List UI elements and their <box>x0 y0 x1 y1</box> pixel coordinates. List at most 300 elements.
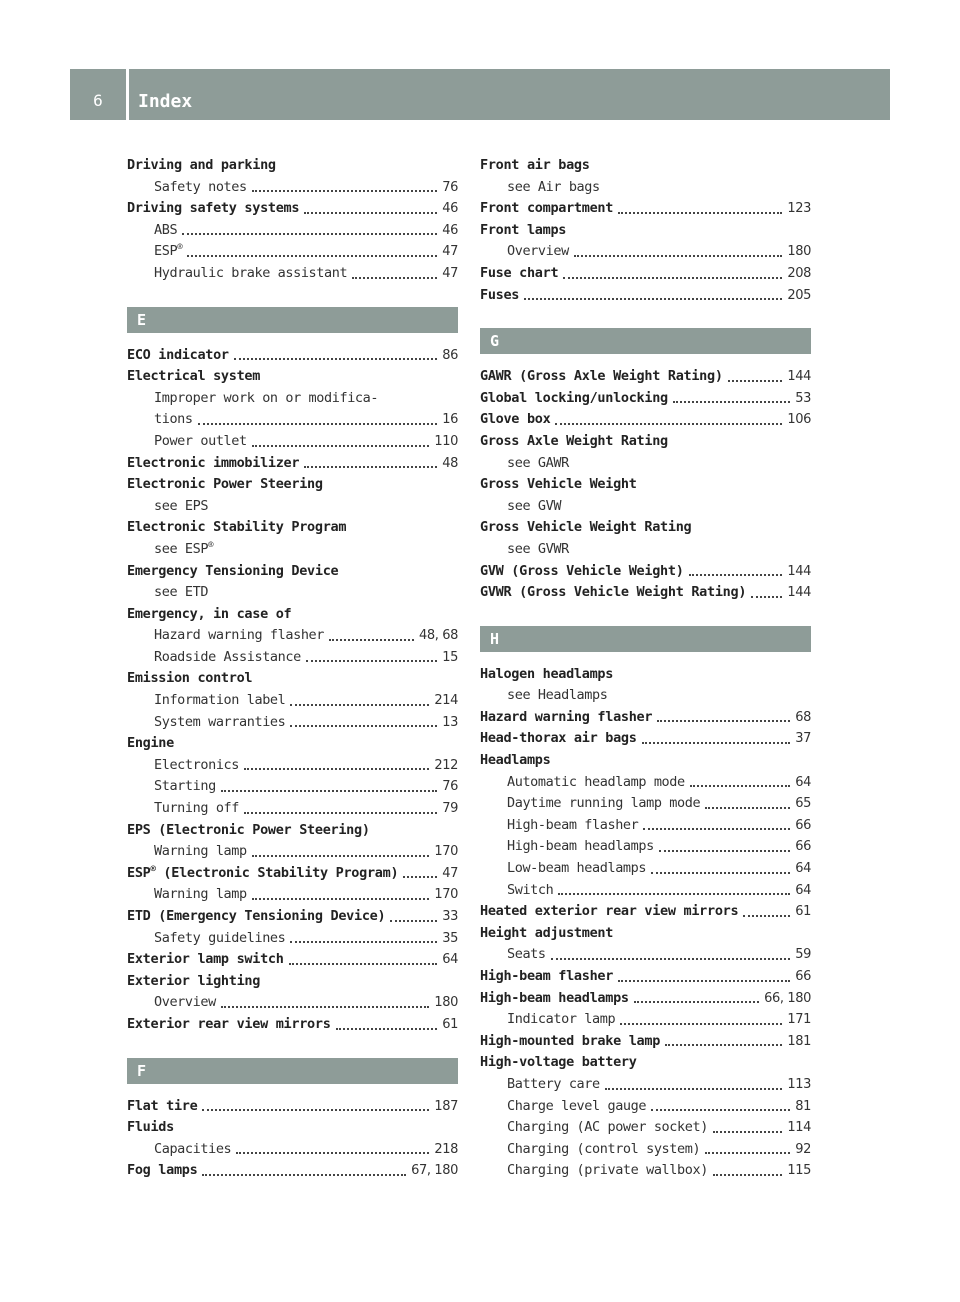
entry-text: see GVWR <box>507 540 569 557</box>
entry-text: Fog lamps <box>127 1162 198 1179</box>
entry-label <box>154 388 378 410</box>
page-reference[interactable]: 66 <box>795 817 811 833</box>
dot-leader <box>728 380 783 382</box>
page-title: Index <box>138 91 193 112</box>
page-reference[interactable]: 113 <box>787 1076 811 1092</box>
page-reference[interactable]: 115 <box>787 1163 811 1179</box>
entry-label <box>507 241 569 263</box>
index-subentry[interactable] <box>127 263 458 285</box>
index-entry[interactable] <box>480 155 811 177</box>
page-reference[interactable]: 76 <box>442 179 458 195</box>
page-reference[interactable]: 61 <box>442 1016 458 1032</box>
entry-text: GAWR (Gross Axle Weight Rating) <box>480 368 723 385</box>
index-entry[interactable] <box>480 1031 811 1053</box>
dot-leader <box>289 963 438 965</box>
entry-text: Fluids <box>127 1119 174 1136</box>
entry-label <box>127 198 299 220</box>
page-reference[interactable]: 123 <box>787 201 811 217</box>
page-number-box <box>70 69 129 120</box>
page-reference[interactable]: 171 <box>787 1012 811 1028</box>
entry-label <box>154 177 247 199</box>
index-subentry[interactable] <box>127 690 458 712</box>
entry-label <box>154 690 285 712</box>
page-reference[interactable]: 65 <box>795 796 811 812</box>
entry-text: Charging (private wallbox) <box>507 1162 708 1179</box>
page-reference[interactable]: 68 <box>795 709 811 725</box>
dot-leader <box>713 1131 782 1133</box>
page-reference[interactable]: 48, 68 <box>419 628 458 644</box>
page-reference[interactable]: 47 <box>442 265 458 281</box>
entry-label <box>127 733 174 755</box>
index-entry[interactable] <box>127 517 458 539</box>
entry-label <box>127 345 229 367</box>
index-subentry[interactable] <box>127 776 458 798</box>
page-reference[interactable]: 33 <box>442 909 458 924</box>
dot-leader <box>304 466 437 468</box>
index-subentry[interactable] <box>480 1074 811 1096</box>
entry-label <box>127 604 291 626</box>
entry-label <box>507 880 553 902</box>
entry-text: Starting <box>154 778 216 795</box>
entry-text: see Air bags <box>507 178 600 195</box>
entry-label <box>127 906 385 928</box>
index-subentry[interactable] <box>480 858 811 880</box>
page-reference[interactable]: 47 <box>442 244 458 260</box>
entry-label <box>154 625 324 647</box>
index-subentry[interactable] <box>127 841 458 863</box>
dot-leader <box>705 807 790 809</box>
entry-label <box>154 220 177 242</box>
entry-text: see EPS <box>154 497 209 514</box>
dot-leader <box>336 1028 438 1030</box>
entry-text: see GAWR <box>507 454 569 471</box>
index-subentry[interactable] <box>127 928 458 950</box>
index-entry[interactable] <box>480 561 811 583</box>
page-reference[interactable]: 66 <box>795 839 811 855</box>
entry-label <box>480 285 519 307</box>
index-entry[interactable] <box>480 707 811 729</box>
entry-label <box>480 988 629 1010</box>
entry-text: High-voltage battery <box>480 1054 637 1071</box>
entry-label <box>154 992 216 1014</box>
entry-text: Charging (AC power socket) <box>507 1119 708 1136</box>
registered-mark: ® <box>208 540 214 551</box>
index-entry[interactable] <box>127 949 458 971</box>
entry-label <box>507 685 607 707</box>
index-entry[interactable] <box>127 453 458 475</box>
entry-text: see ESP <box>154 540 209 557</box>
page-reference[interactable]: 61 <box>795 904 811 920</box>
index-subentry[interactable] <box>127 712 458 734</box>
entry-label <box>507 1160 708 1182</box>
dot-leader <box>558 893 790 895</box>
page-reference[interactable]: 170 <box>434 844 458 860</box>
entry-text: Safety notes <box>154 178 247 195</box>
page-reference[interactable]: 187 <box>434 1098 458 1114</box>
page-reference[interactable]: 180 <box>787 244 811 260</box>
dot-leader <box>605 1088 783 1090</box>
index-entry[interactable] <box>480 988 811 1010</box>
page-reference[interactable]: 53 <box>795 390 811 406</box>
page-reference[interactable]: 46 <box>442 201 458 217</box>
page-reference[interactable]: 205 <box>787 287 811 303</box>
index-entry[interactable] <box>127 1096 458 1118</box>
page-reference[interactable]: 86 <box>442 347 458 363</box>
index-entry[interactable] <box>480 728 811 750</box>
entry-text: Daytime running lamp mode <box>507 795 701 812</box>
index-subentry[interactable] <box>480 685 811 707</box>
entry-label <box>480 366 723 388</box>
entry-text: Seats <box>507 946 546 963</box>
index-entry[interactable] <box>127 1160 458 1182</box>
index-entry[interactable] <box>480 750 811 772</box>
index-subentry[interactable] <box>480 1160 811 1182</box>
index-subentry[interactable] <box>480 1117 811 1139</box>
entry-text: ETD (Emergency Tensioning Device) <box>127 908 386 924</box>
entry-text: GVW (Gross Vehicle Weight) <box>480 562 684 579</box>
dot-leader <box>673 401 790 403</box>
entry-text: Gross Axle Weight Rating <box>480 432 668 449</box>
dot-leader <box>198 423 438 425</box>
page-reference[interactable]: 59 <box>795 947 811 963</box>
dot-leader <box>551 958 791 960</box>
page-reference[interactable]: 218 <box>434 1141 458 1157</box>
page-reference[interactable]: 79 <box>442 801 458 817</box>
entry-text: Switch <box>507 881 554 898</box>
entry-label <box>507 1074 600 1096</box>
dot-leader <box>705 1152 790 1154</box>
index-subentry[interactable] <box>127 220 458 242</box>
dot-leader <box>187 255 437 257</box>
index-subentry[interactable] <box>127 409 458 431</box>
entry-label <box>127 949 284 971</box>
entry-label <box>154 263 347 285</box>
page-reference[interactable]: 144 <box>787 563 811 579</box>
entry-label <box>154 928 285 950</box>
page-reference[interactable]: 212 <box>434 757 458 773</box>
index-entry[interactable] <box>127 906 458 928</box>
entry-text: Emergency Tensioning Device <box>127 562 339 579</box>
section-heading-f: F <box>127 1058 458 1084</box>
index-subentry[interactable] <box>127 755 458 777</box>
index-entry[interactable] <box>480 1052 811 1074</box>
dot-leader <box>304 212 437 214</box>
entry-text: High-mounted brake lamp <box>480 1032 661 1049</box>
index-subentry[interactable] <box>127 496 458 518</box>
entry-label <box>127 1117 174 1139</box>
entry-text: High-beam flasher <box>507 816 639 833</box>
entry-text: tions <box>154 411 193 428</box>
entry-text: ABS <box>154 221 178 238</box>
index-entry[interactable] <box>480 901 811 923</box>
index-subentry[interactable] <box>127 241 458 263</box>
dot-leader <box>643 828 790 830</box>
dot-leader <box>202 1174 406 1176</box>
entry-text: Low-beam headlamps <box>507 860 647 877</box>
index-entry[interactable] <box>480 388 811 410</box>
entry-label <box>507 177 600 199</box>
entry-text: High-beam flasher <box>480 968 614 984</box>
page-reference[interactable]: 47 <box>442 865 458 881</box>
entry-label <box>127 863 398 885</box>
page-reference[interactable]: 64 <box>795 861 811 877</box>
index-entry[interactable] <box>127 1014 458 1036</box>
index-entry[interactable] <box>127 155 458 177</box>
entry-text: Glove box <box>480 411 551 428</box>
entry-text: see GVW <box>507 497 562 514</box>
index-subentry[interactable] <box>480 772 811 794</box>
entry-label <box>507 944 546 966</box>
index-subentry[interactable] <box>480 539 811 561</box>
index-entry[interactable] <box>480 582 811 604</box>
index-subentry[interactable] <box>127 388 458 410</box>
entry-label <box>507 772 685 794</box>
index-entry[interactable] <box>480 409 811 431</box>
page-reference[interactable]: 48 <box>442 455 458 471</box>
entry-label <box>480 409 550 431</box>
index-entry[interactable] <box>127 604 458 626</box>
page-reference[interactable]: 106 <box>787 412 811 428</box>
entry-text: System warranties <box>154 713 286 730</box>
page-reference[interactable]: 144 <box>787 585 811 601</box>
entry-text: see ETD <box>154 584 209 601</box>
entry-label <box>507 793 700 815</box>
entry-label <box>127 366 260 388</box>
index-entry[interactable] <box>480 263 811 285</box>
page-reference[interactable]: 64 <box>795 774 811 790</box>
entry-label <box>154 776 216 798</box>
page-reference[interactable]: 35 <box>442 930 458 946</box>
dot-leader <box>221 1006 430 1008</box>
dot-leader <box>252 855 430 857</box>
index-subentry[interactable] <box>480 880 811 902</box>
index-entry[interactable] <box>127 198 458 220</box>
entry-text: Driving safety systems <box>127 200 300 217</box>
entry-text: Engine <box>127 735 174 752</box>
index-entry[interactable] <box>480 285 811 307</box>
dot-leader <box>329 639 414 641</box>
page-reference[interactable]: 76 <box>442 779 458 795</box>
page-reference[interactable]: 64 <box>795 882 811 898</box>
index-entry[interactable] <box>480 431 811 453</box>
page-reference[interactable]: 181 <box>787 1033 811 1049</box>
index-subentry[interactable] <box>127 431 458 453</box>
entry-text: Information label <box>154 692 286 709</box>
index-subentry[interactable] <box>127 625 458 647</box>
index-subentry[interactable] <box>127 539 458 561</box>
entry-label <box>480 517 691 539</box>
dot-leader <box>690 785 791 787</box>
entry-label <box>507 858 646 880</box>
dot-leader <box>221 790 437 792</box>
entry-label <box>127 971 260 993</box>
index-subentry[interactable] <box>480 1096 811 1118</box>
index-entry[interactable] <box>480 923 811 945</box>
index-subentry[interactable] <box>127 177 458 199</box>
entry-label <box>507 1117 708 1139</box>
index-subentry[interactable] <box>480 815 811 837</box>
index-column-left <box>127 155 458 1182</box>
index-subentry[interactable] <box>127 798 458 820</box>
dot-leader <box>403 876 437 878</box>
entry-text: Head-thorax air bags <box>480 730 637 747</box>
entry-text: High-beam headlamps <box>480 989 629 1006</box>
entry-text: Electrical system <box>127 368 261 385</box>
page-number: 6 <box>93 91 103 110</box>
dot-leader <box>751 596 782 598</box>
index-entry[interactable] <box>480 664 811 686</box>
entry-label <box>127 1096 197 1118</box>
index-entry[interactable] <box>127 733 458 755</box>
entry-text: Gross Vehicle Weight <box>480 476 637 493</box>
page-reference[interactable]: 66 <box>795 969 811 984</box>
page-reference[interactable]: 114 <box>787 1120 811 1136</box>
dot-leader <box>252 445 430 447</box>
entry-text: Gross Vehicle Weight Rating <box>480 519 692 536</box>
entry-label <box>480 923 613 945</box>
entry-label <box>480 388 668 410</box>
dot-leader <box>574 255 783 257</box>
entry-label <box>127 453 299 475</box>
index-subentry[interactable] <box>480 944 811 966</box>
index-subentry[interactable] <box>127 1139 458 1161</box>
entry-text: see Headlamps <box>507 687 608 704</box>
index-subentry[interactable] <box>480 1139 811 1161</box>
entry-label <box>154 431 247 453</box>
index-subentry[interactable] <box>127 582 458 604</box>
entry-text: Power outlet <box>154 432 247 449</box>
index-entry[interactable] <box>480 474 811 496</box>
page-reference[interactable]: 16 <box>442 412 458 428</box>
entry-text: Emission control <box>127 670 253 687</box>
entry-text: Hydraulic brake assistant <box>154 264 348 281</box>
page-reference[interactable]: 37 <box>795 731 811 747</box>
entry-text: Heated exterior rear view mirrors <box>480 903 739 920</box>
entry-label <box>154 755 239 777</box>
entry-label <box>154 712 285 734</box>
entry-text: Capacities <box>154 1140 232 1157</box>
entry-label <box>127 474 323 496</box>
index-entry[interactable] <box>127 561 458 583</box>
entry-label <box>127 1160 197 1182</box>
entry-label <box>480 966 613 988</box>
entry-text: Roadside Assistance <box>154 648 301 665</box>
entry-label <box>480 561 684 583</box>
entry-label <box>507 836 654 858</box>
index-entry[interactable] <box>480 220 811 242</box>
entry-label <box>127 1014 331 1036</box>
page-reference[interactable]: 144 <box>787 369 811 385</box>
index-subentry[interactable] <box>127 647 458 669</box>
entry-text: Electronic Power Steering <box>127 476 323 493</box>
index-entry[interactable] <box>480 966 811 988</box>
dot-leader <box>618 980 790 982</box>
page-reference[interactable]: 214 <box>434 693 458 709</box>
entry-text: Headlamps <box>480 752 551 769</box>
entry-label <box>480 707 652 729</box>
dot-leader <box>252 190 438 192</box>
entry-text: Warning lamp <box>154 843 247 860</box>
entry-text: Overview <box>507 243 569 260</box>
entry-label <box>507 815 638 837</box>
page-reference[interactable]: 66, 180 <box>764 990 811 1006</box>
index-entry[interactable] <box>127 1117 458 1139</box>
index-subentry[interactable] <box>480 793 811 815</box>
index-subentry[interactable] <box>480 496 811 518</box>
entry-label <box>154 496 208 518</box>
index-subentry[interactable] <box>480 1009 811 1031</box>
dot-leader <box>202 1109 429 1111</box>
entry-text: Indicator lamp <box>507 1011 616 1028</box>
page-reference[interactable]: 92 <box>795 1141 811 1157</box>
index-subentry[interactable] <box>480 177 811 199</box>
entry-label <box>127 668 252 690</box>
entry-label <box>154 582 208 604</box>
dot-leader <box>555 423 782 425</box>
dot-leader <box>563 277 782 279</box>
index-entry[interactable] <box>480 517 811 539</box>
page-reference[interactable]: 46 <box>442 222 458 238</box>
page-reference[interactable]: 180 <box>434 995 458 1011</box>
index-entry[interactable] <box>480 198 811 220</box>
entry-text: Hazard warning flasher <box>480 708 653 725</box>
entry-text: Electronic Stability Program <box>127 519 347 536</box>
dot-leader <box>634 1001 759 1003</box>
entry-label <box>154 841 247 863</box>
index-entry[interactable] <box>127 474 458 496</box>
entry-label <box>480 728 637 750</box>
index-entry[interactable] <box>127 366 458 388</box>
index-subentry[interactable] <box>127 992 458 1014</box>
entry-label <box>154 539 213 561</box>
page-reference[interactable]: 81 <box>795 1098 811 1114</box>
entry-text: EPS (Electronic Power Steering) <box>127 821 370 838</box>
index-subentry[interactable] <box>480 453 811 475</box>
entry-text: Overview <box>154 994 216 1011</box>
dot-leader <box>244 768 429 770</box>
index-entry[interactable] <box>127 971 458 993</box>
dot-leader <box>620 1023 782 1025</box>
page-reference[interactable]: 15 <box>442 649 458 665</box>
index-entry[interactable] <box>127 345 458 367</box>
entry-text: Global locking/unlocking <box>480 389 668 406</box>
index-entry[interactable] <box>127 820 458 842</box>
index-entry[interactable] <box>127 863 458 885</box>
dot-leader <box>290 725 437 727</box>
dot-leader <box>713 1174 782 1176</box>
index-entry[interactable] <box>480 366 811 388</box>
entry-text: High-beam headlamps <box>507 838 654 855</box>
index-subentry[interactable] <box>480 241 811 263</box>
page-reference[interactable]: 64 <box>442 952 458 968</box>
registered-mark: ® <box>177 242 183 253</box>
entry-label <box>507 453 569 475</box>
page-reference[interactable]: 170 <box>434 887 458 903</box>
index-subentry[interactable] <box>127 884 458 906</box>
entry-text: Warning lamp <box>154 886 247 903</box>
entry-label <box>480 220 566 242</box>
page-reference[interactable]: 110 <box>434 433 458 449</box>
dot-leader <box>642 742 791 744</box>
entry-text: Hazard warning flasher <box>154 627 325 644</box>
index-subentry[interactable] <box>480 836 811 858</box>
page-reference[interactable]: 67, 180 <box>411 1163 458 1179</box>
index-entry[interactable] <box>127 668 458 690</box>
dot-leader <box>743 915 790 917</box>
page-reference[interactable]: 13 <box>442 714 458 730</box>
page-reference[interactable]: 208 <box>787 265 811 281</box>
entry-label <box>154 1139 231 1161</box>
